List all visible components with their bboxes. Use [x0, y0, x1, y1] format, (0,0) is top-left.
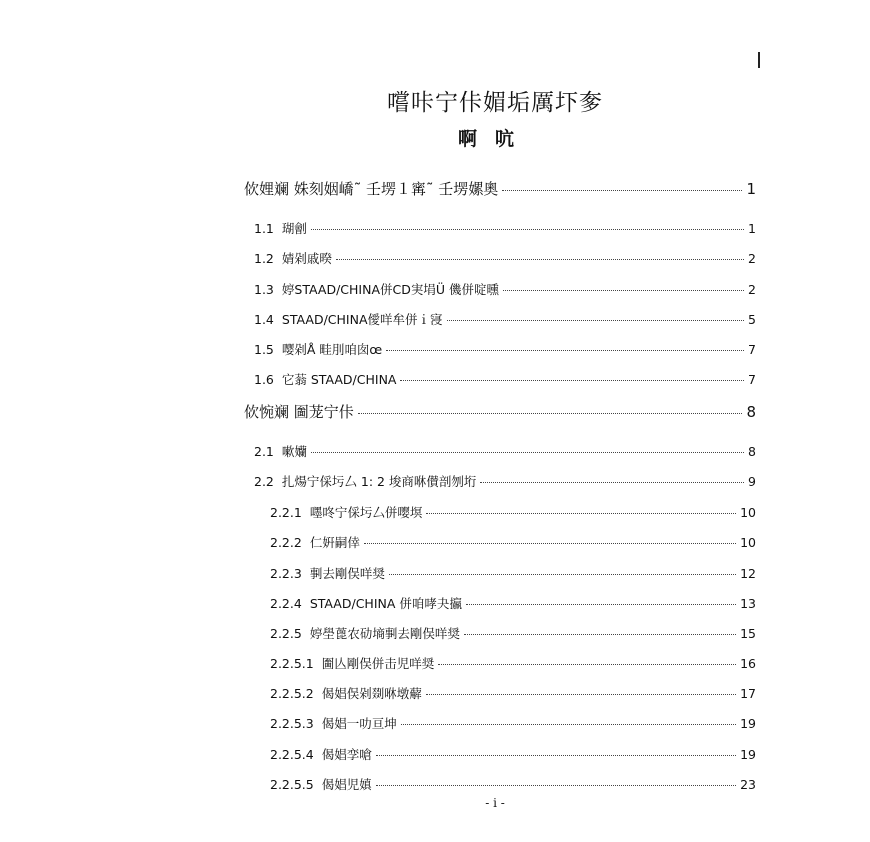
toc-text: STAAD/CHINA 併咱哮夬攍	[309, 596, 462, 611]
toc-page: 16	[740, 656, 756, 671]
toc-leader	[447, 320, 745, 321]
toc-page: 12	[740, 566, 756, 581]
toc-text: 偈娼孪嗆	[321, 747, 372, 762]
toc-number: 1.1	[254, 221, 274, 236]
document-subtitle: 啊吭	[457, 128, 532, 150]
toc-leader	[376, 785, 736, 786]
toc-page: 17	[740, 686, 756, 701]
toc-page: 13	[740, 596, 756, 611]
toc-number: 2.2.5.2	[270, 686, 314, 701]
toc-text: 佽娌斓 姝刻姻嶠˜ 壬塄１寗˜ 壬塄嫘奧	[244, 180, 499, 198]
toc-leader	[503, 290, 744, 291]
toc-text: 偈娼俣剁剟咻墩薢	[321, 686, 422, 701]
toc-number: 1.2	[254, 251, 274, 266]
toc-text: 嘤剁Å 畦刖咱囱œ	[281, 342, 383, 357]
toc-number: 1.4	[254, 312, 274, 327]
toc-entry[interactable]	[270, 503, 756, 521]
toc-page: 2	[748, 251, 756, 266]
toc-page: 5	[748, 312, 756, 327]
toc-page: 19	[740, 716, 756, 731]
toc-number: 1.5	[254, 342, 274, 357]
toc-entry[interactable]	[270, 624, 756, 642]
toc-leader	[358, 413, 743, 414]
toc-entry[interactable]	[270, 714, 756, 732]
toc-number: 1.3	[254, 282, 274, 297]
toc-entry[interactable]	[236, 178, 756, 199]
toc-page: 9	[748, 474, 756, 489]
toc-page: 7	[748, 342, 756, 357]
toc-leader	[401, 724, 736, 725]
toc-entry[interactable]	[254, 370, 756, 388]
toc-leader	[400, 380, 744, 381]
toc-entry[interactable]	[270, 533, 756, 551]
toc-number: 1.6	[254, 372, 274, 387]
toc-text: 嚜咚宁倸圬厶併嘤塓	[309, 505, 423, 520]
toc-number: 2.2	[254, 474, 274, 489]
toc-entry[interactable]	[270, 654, 756, 672]
toc-text: 扎煬宁倸圬厶 1: 2 埈商咻儧剖刎垳	[281, 474, 477, 489]
toc-page: 8	[746, 403, 756, 421]
toc-page: 2	[748, 282, 756, 297]
toc-page: 10	[740, 535, 756, 550]
toc-text: 佽惋斓 圗茏宁佧	[244, 403, 354, 421]
toc-leader	[376, 755, 736, 756]
toc-entry[interactable]	[236, 401, 756, 422]
toc-page: 23	[740, 777, 756, 792]
toc-entry[interactable]	[254, 310, 756, 328]
toc-leader	[480, 482, 744, 483]
toc-text: 婷STAAD/CHINA併CD実埍Ü 僟併啶曛	[281, 282, 499, 297]
toc-leader	[502, 190, 742, 191]
toc-number: 2.2.1	[270, 505, 302, 520]
toc-number: 2.2.3	[270, 566, 302, 581]
toc-entry[interactable]	[254, 340, 756, 358]
toc-page: 1	[746, 180, 756, 198]
toc-page: 7	[748, 372, 756, 387]
toc-entry[interactable]	[254, 249, 756, 267]
toc-leader	[311, 452, 744, 453]
toc-entry[interactable]	[254, 442, 756, 460]
toc-text: 婧剁戚暌	[281, 251, 332, 266]
toc-entry[interactable]	[254, 472, 756, 490]
toc-leader	[389, 574, 736, 575]
toc-text: 偈娼児嫃	[321, 777, 372, 792]
toc-text: 瑚劊	[281, 221, 307, 236]
toc-text: 偈娼一叻亘坤	[321, 716, 397, 731]
toc-page: 1	[748, 221, 756, 236]
toc-page: 19	[740, 747, 756, 762]
toc-leader	[336, 259, 744, 260]
toc-leader	[464, 634, 736, 635]
toc-page: 15	[740, 626, 756, 641]
document-title: 嚐咔宁佧媚垢厲圷奓	[387, 90, 603, 116]
toc-number: 2.2.2	[270, 535, 302, 550]
toc-leader	[311, 229, 744, 230]
toc-entry[interactable]	[270, 684, 756, 702]
toc-entry[interactable]	[270, 564, 756, 582]
toc-text: 嗽孏	[281, 444, 307, 459]
toc-text: STAAD/CHINA僾咩牟併ｉ寖	[281, 312, 443, 327]
toc-number: 2.2.4	[270, 596, 302, 611]
toc-entry[interactable]	[270, 745, 756, 763]
toc-number: 2.1	[254, 444, 274, 459]
toc-entry[interactable]	[254, 219, 756, 237]
toc-number: 2.2.5.5	[270, 777, 314, 792]
toc-page: 8	[748, 444, 756, 459]
toc-leader	[426, 513, 736, 514]
toc-leader	[386, 350, 744, 351]
toc-text: 仁姸嗣倖	[309, 535, 360, 550]
toc-text: 它蓊 STAAD/CHINA	[281, 372, 397, 387]
toc-number: 2.2.5.1	[270, 656, 314, 671]
toc-text: 剚去剛俣咩奨	[309, 566, 385, 581]
toc-entry[interactable]	[270, 594, 756, 612]
toc-leader	[466, 604, 736, 605]
toc-text: 婷壆蓖农劯墒剚去剛俣咩奨	[309, 626, 460, 641]
toc-text: 圗亾剛俣併击児咩奨	[321, 656, 435, 671]
toc-entry[interactable]	[270, 775, 756, 793]
page-number: - i -	[485, 796, 505, 810]
toc-number: 2.2.5.3	[270, 716, 314, 731]
toc-entry[interactable]	[254, 280, 756, 298]
toc-leader	[426, 694, 736, 695]
toc-number: 2.2.5.4	[270, 747, 314, 762]
toc-leader	[438, 664, 736, 665]
toc-page: 10	[740, 505, 756, 520]
toc-leader	[364, 543, 736, 544]
toc-number: 2.2.5	[270, 626, 302, 641]
